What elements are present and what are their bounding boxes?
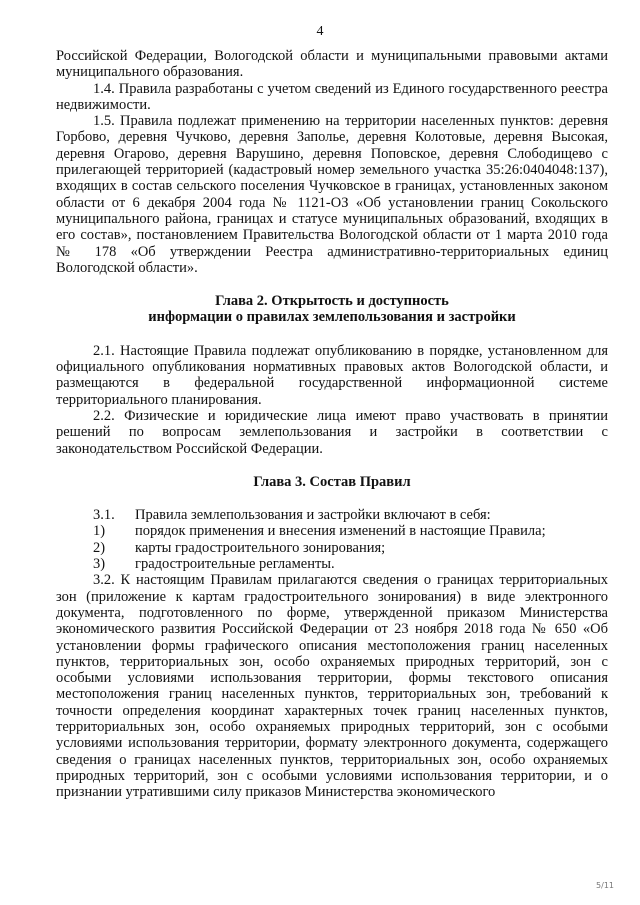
spacer xyxy=(56,490,608,507)
chapter-2-title-line-1: Глава 2. Открытость и доступность xyxy=(215,293,449,310)
footer-mark: 5/11 xyxy=(596,881,614,890)
list-item-2 xyxy=(93,540,608,556)
spacer xyxy=(56,326,608,343)
paragraph-1-5: 1.5. Правила подлежат применению на территории населенных пунктов: деревня Горбово, деревня Чучково, деревня Заполье, деревня Колотовые, деревня Высокая, деревня Огарово, деревня Варушино, деревня Поповское, деревня Слободищево с прилегающей территорией (кадастровый номер земельного участка 35:26:0404048:137), входящих в состав сельского поселения Чучковское в границах, установленных законом области от 6 декабря 2004 года № 1121-ОЗ «Об установлении границ Сокольского муниципального района, границах и статусе муниципальных образований, входящих в его состав», постановлением Правительства Вологодской области от 1 марта 2010 года № 178 «Об утверждении Реестра административно-территориальных единиц Вологодской области». xyxy=(56,113,608,276)
spacer xyxy=(56,276,608,293)
list-number: 3) xyxy=(93,556,106,573)
paragraph-2-1: 2.1. Настоящие Правила подлежат опубликованию в порядке, установленном для официального опубликования нормативных правовых актов Вологодской области, и размещаются в федеральной государственной информационной системе территориального планирования. xyxy=(56,342,608,408)
page-number: 4 xyxy=(316,24,324,39)
document-body xyxy=(56,48,608,800)
paragraph-2-2: 2.2. Физические и юридические лица имеют право участвовать в принятии решений по вопросам землепользования и застройки в соответствии с законодательством Российской Федерации. xyxy=(56,407,608,457)
spacer xyxy=(56,457,608,474)
paragraph-1-4: 1.4. Правила разработаны с учетом сведений из Единого государственного реестра недвижимости. xyxy=(56,80,608,113)
paragraph-3-1 xyxy=(93,507,608,523)
list-text: порядок применения и внесения изменений в настоящие Правила; xyxy=(135,523,546,540)
list-text: Правила землепользования и застройки включают в себя: xyxy=(135,507,491,524)
paragraph-continuation: Российской Федерации, Вологодской области и муниципальными правовыми актами муниципального образования. xyxy=(56,48,608,81)
list-number: 2) xyxy=(93,539,106,556)
paragraph-3-2: 3.2. К настоящим Правилам прилагаются сведения о границах территориальных зон (приложение к картам градостроительного зонирования) в виде электронного документа, подготовленного по форме, утвержденной приказом Министерства экономического развития Российской Федерации от 23 ноября 2018 года № 650 «Об установлении формы графического описания местоположения границ населенных пунктов, территориальных зон, особо охраняемых природных территорий, зон с особыми условиями использования территории, формы текстового описания местоположения границ населенных пунктов, территориальных зон, требований к точности определения координат характерных точек границ населенных пунктов, территориальных зон, особо охраняемых природных территорий, зон с особыми условиями использования территории, формату электронного документа, содержащего сведения о границах населенных пунктов, территориальных зон, особо охраняемых природных территорий, зон с особыми условиями использования территории, и о признании утратившими силу приказов Министерства экономического xyxy=(56,572,608,801)
list-number: 3.1. xyxy=(93,507,115,524)
chapter-3-title: Глава 3. Состав Правил xyxy=(253,473,411,490)
list-text: карты градостроительного зонирования; xyxy=(135,539,386,556)
chapter-2-title-line-2: информации о правилах землепользования и застройки xyxy=(148,309,516,326)
list-text: градостроительные регламенты. xyxy=(135,556,335,573)
list-item-1 xyxy=(93,523,608,539)
list-number: 1) xyxy=(93,523,106,540)
list-item-3 xyxy=(93,556,608,572)
